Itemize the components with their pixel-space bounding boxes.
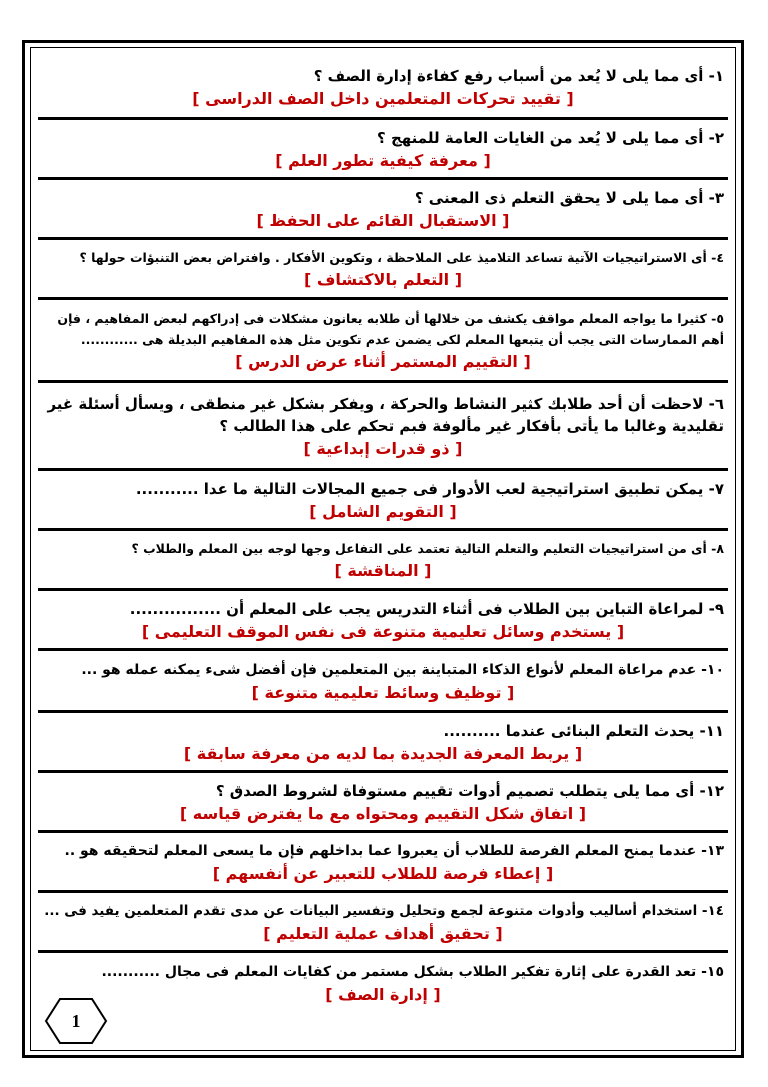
question-text: ١٥- تعد القدرة على إثارة تفكير الطلاب بشكل مستمر من كفايات المعلم فى مجال ........... bbox=[101, 964, 724, 980]
answer-text: [ تحقيق أهداف عملية التعليم ] bbox=[263, 923, 503, 943]
answer-text: [ التقييم المستمر أثناء عرض الدرس ] bbox=[235, 352, 531, 371]
question-list bbox=[38, 56, 728, 1013]
question-text: ٩- لمراعاة التباين بين الطلاب فى أثناء التدريس يجب على المعلم أن ................ bbox=[129, 599, 724, 618]
question-text: ٥- كثيرا ما يواجه المعلم مواقف يكشف من خلالها أن طلابه يعانون مشكلات فى إدراكهم لبعض المفاهيم ، فإن أهم الممارسات التى يجب أن يتبعها المعلم لكى يضمن عدم تكوين مثل هذه المفاهيم البديلة هى ............ bbox=[57, 311, 724, 347]
question-item bbox=[38, 56, 728, 120]
question-text: ٦- لاحظت أن أحد طلابك كثير النشاط والحركة ، ويفكر بشكل غير منطقى ، ويسأل أسئلة غير تقليدية وغالبا ما يأتى بأفكار غير مألوفة فبم تحكم على هذا الطالب ؟ bbox=[47, 394, 724, 435]
answer-text: [ إعطاء فرصة للطلاب للتعبير عن أنفسهم ] bbox=[212, 863, 554, 883]
question-item bbox=[38, 180, 728, 240]
answer-text: [ يستخدم وسائل تعليمية متنوعة فى نفس الموقف التعليمى ] bbox=[141, 621, 625, 641]
question-text: ٤- أى الاستراتيجيات الآتية تساعد التلاميذ على الملاحظة ، وتكوين الأفكار . وافتراض بعض التنبؤات حولها ؟ bbox=[79, 250, 724, 265]
answer-text: [ تقييد تحركات المتعلمين داخل الصف الدراسى ] bbox=[192, 88, 574, 108]
answer-text: [ إدارة الصف ] bbox=[325, 985, 441, 1004]
question-text: ٢- أى مما يلى لا يُعد من الغايات العامة للمنهج ؟ bbox=[377, 128, 724, 147]
answer-text: [ معرفة كيفية تطور العلم ] bbox=[275, 150, 491, 170]
question-text: ٧- يمكن تطبيق استراتيجية لعب الأدوار فى جميع المجالات التالية ما عدا ........... bbox=[135, 479, 724, 498]
question-text: ١٢- أى مما يلى يتطلب تصميم أدوات تقييم مستوفاة لشروط الصدق ؟ bbox=[215, 781, 724, 800]
question-item bbox=[38, 531, 728, 591]
answer-text: [ يربط المعرفة الجديدة بما لديه من معرفة سابقة ] bbox=[183, 743, 583, 763]
answer-text: [ التعلم بالاكتشاف ] bbox=[303, 270, 463, 289]
answer-text: [ اتفاق شكل التقييم ومحتواه مع ما يفترض قياسه ] bbox=[179, 803, 587, 823]
question-text: ١٣- عندما يمنح المعلم الفرصة للطلاب أن يعبروا عما بداخلهم فإن ما يسعى المعلم لتحقيقه هو .. bbox=[64, 842, 724, 859]
page-number-badge bbox=[44, 996, 108, 1046]
answer-text: [ توظيف وسائط تعليمية متنوعة ] bbox=[251, 682, 515, 702]
question-text: ١٠- عدم مراعاة المعلم لأنواع الذكاء المتباينة بين المتعلمين فإن أفضل شىء يمكنه عمله هو ... bbox=[81, 661, 724, 678]
question-item bbox=[38, 240, 728, 300]
question-text: ٣- أى مما يلى لا يحقق التعلم ذى المعنى ؟ bbox=[414, 188, 724, 207]
answer-text: [ التقويم الشامل ] bbox=[309, 501, 457, 521]
question-item bbox=[38, 833, 728, 893]
question-item bbox=[38, 300, 728, 383]
question-text: ١٤- استخدام أساليب وأدوات متنوعة لجمع وتحليل وتفسير البيانات عن مدى تقدم المتعلمين يفيد فى ... bbox=[44, 902, 724, 919]
question-text: ٨- أى من استراتيجيات التعليم والتعلم التالية تعتمد على التفاعل وجها لوجه بين المعلم والطلاب ؟ bbox=[131, 541, 724, 556]
question-item bbox=[38, 713, 728, 773]
question-item bbox=[38, 591, 728, 651]
question-text: ١- أى مما يلى لا يُعد من أسباب رفع كفاءة إدارة الصف ؟ bbox=[313, 66, 724, 85]
question-item bbox=[38, 651, 728, 713]
question-item bbox=[38, 383, 728, 471]
answer-text: [ المناقشة ] bbox=[334, 561, 432, 580]
question-item bbox=[38, 773, 728, 833]
page-number: 1 bbox=[71, 1011, 81, 1031]
answer-text: [ الاستقبال القائم على الحفظ ] bbox=[256, 210, 510, 230]
question-item bbox=[38, 120, 728, 180]
question-text: ١١- يحدث التعلم البنائى عندما .......... bbox=[443, 721, 724, 740]
question-item bbox=[38, 953, 728, 1013]
question-item bbox=[38, 893, 728, 953]
answer-text: [ ذو قدرات إبداعية ] bbox=[303, 438, 463, 458]
question-item bbox=[38, 471, 728, 531]
